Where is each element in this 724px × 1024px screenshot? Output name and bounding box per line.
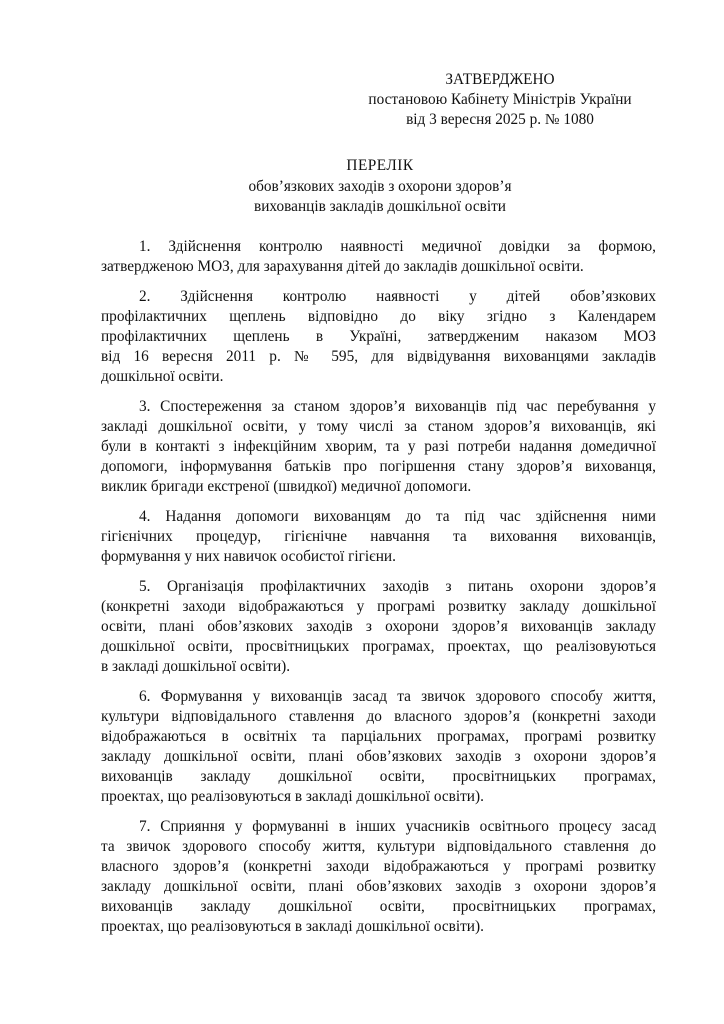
list-item-3 [101,397,656,497]
list-item-line: 1. Здійснення контролю наявності медичної довідки за формою, [139,238,656,255]
list-item-line: дошкільної освіти, просвітницьких програмах, проектах, що реалізовуються [101,638,656,655]
list-item-line: закладі дошкільної освіти, у тому числі за станом здоров’я вихованців, які [101,418,656,435]
list-item-line: та звичок здорового способу життя, культури відповідального ставлення до [101,838,656,855]
approval-authority: постановою Кабінету Міністрів України [368,91,632,108]
list-item-line: профілактичних щеплень відповідно до віку згідно з Календарем [101,308,656,325]
list-item-line: 4. Надання допомоги вихованцям до та під час здійснення ними [139,508,656,525]
list-item-6 [101,687,656,807]
list-item-line: закладу дошкільної освіти, плані обов’язкових заходів з охорони здоров’я [101,748,656,765]
list-item-line: 7. Сприяння у формуванні в інших учасників освітнього процесу засад [139,818,656,835]
list-item-2 [101,287,656,387]
list-item-line: виклик бригади екстреної (швидкої) медичної допомоги. [101,478,472,495]
list-item-line: власного здоров’я (конкретні заходи відображаються у програмі розвитку [101,858,656,875]
list-item-line: були в контакті з інфекційним хворим, та у разі потреби надання домедичної [101,438,656,455]
document-title: ПЕРЕЛІК [346,157,414,174]
list-item-line: 6. Формування у вихованців засад та звичок здорового способу життя, [139,688,656,705]
list-item-line: профілактичних щеплень в Україні, затвердженим наказом МОЗ [101,328,656,345]
list-item-line: дошкільної освіти. [101,368,224,385]
document-heading [100,156,660,217]
list-item-line: затвердженою МОЗ, для зарахування дітей до закладів дошкільної освіти. [101,258,584,275]
list-item-line: проектах, що реалізовуються в закладі дошкільної освіти). [101,918,484,935]
document-subtitle-line-2: вихованців закладів дошкільної освіти [254,198,506,215]
list-item-line: 3. Спостереження за станом здоров’я вихованців під час перебування у [139,398,656,415]
list-item-5 [101,577,656,677]
list-item-line: вихованців закладу дошкільної освіти, просвітницьких програмах, [101,768,656,785]
list-item-line: проектах, що реалізовуються в закладі дошкільної освіти). [101,788,484,805]
list-item-line: вихованців закладу дошкільної освіти, просвітницьких програмах, [101,898,656,915]
list-item-line: 5. Організація профілактичних заходів з питань охорони здоров’я [139,578,656,595]
list-item-line: в закладі дошкільної освіти). [101,658,291,675]
list-item-line: гігієнічних процедур, гігієнічне навчання та виховання вихованців, [101,528,656,545]
list-item-line: формування у них навичок особистої гігієни. [101,548,396,565]
document-body [101,237,656,947]
list-item-line: (конкретні заходи відображаються у програмі розвитку закладу дошкільної [101,598,656,615]
list-item-1 [101,237,656,277]
list-item-line: культури відповідального ставлення до власного здоров’я (конкретні заходи [101,708,656,725]
approval-stamp: ЗАТВЕРДЖЕНО [445,71,555,88]
list-item-line: 2. Здійснення контролю наявності у дітей обов’язкових [139,288,656,305]
list-item-line: допомоги, інформування батьків про погіршення стану здоров’я вихованця, [101,458,656,475]
approval-block [330,70,670,130]
list-item-7 [101,817,656,937]
list-item-line: освіти, плані обов’язкових заходів з охорони здоров’я вихованців закладу [101,618,656,635]
list-item-line: закладу дошкільної освіти, плані обов’язкових заходів з охорони здоров’я [101,878,656,895]
list-item-line: відображаються в освітніх та парціальних програмах, програмі розвитку [101,728,656,745]
approval-date-number: від 3 вересня 2025 р. № 1080 [406,111,594,128]
document-subtitle-line-1: обов’язкових заходів з охорони здоров’я [248,178,512,195]
list-item-4 [101,507,656,567]
list-item-line: від 16 вересня 2011 р. № 595, для відвідування вихованцями закладів [101,348,656,365]
